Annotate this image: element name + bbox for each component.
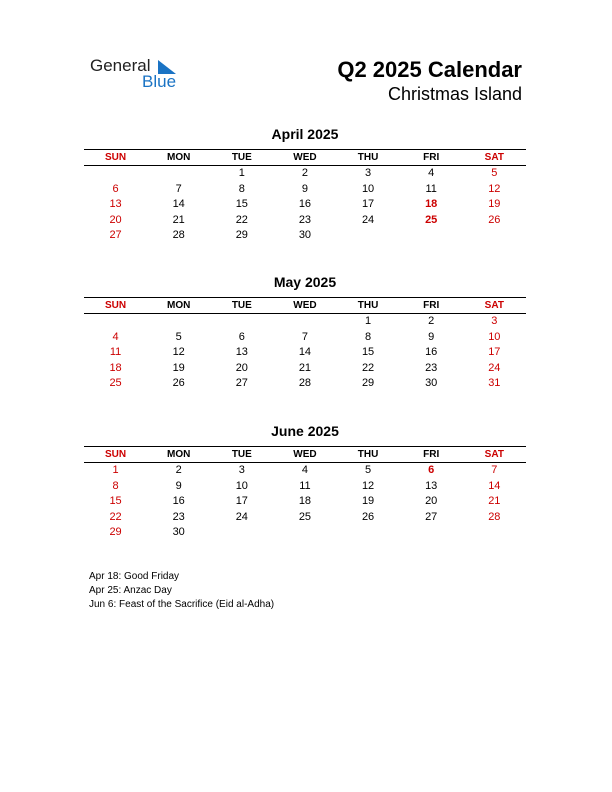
day-cell: 23: [172, 510, 185, 523]
week-row: [84, 182, 526, 198]
weekday-header: THU: [357, 449, 379, 460]
day-cell: 20: [425, 495, 438, 507]
day-cell: 26: [172, 377, 185, 389]
day-cell: 18: [109, 361, 122, 374]
day-cell: 23: [298, 213, 312, 226]
page-title: Q2 2025 Calendar: [337, 57, 522, 82]
holiday-note: Apr 18: Good Friday: [89, 571, 180, 582]
week-row: [84, 197, 526, 213]
week-row: [84, 361, 526, 377]
weekday-header: SAT: [484, 152, 504, 163]
weekday-header: SAT: [484, 449, 504, 460]
empty-day-cell: [463, 228, 526, 244]
day-cell: 5: [175, 330, 182, 343]
day-cell: 1: [112, 464, 119, 476]
logo-text-general: General: [90, 56, 151, 75]
day-cell: 17: [235, 495, 248, 507]
day-cell: 24: [488, 361, 501, 374]
month-may: [84, 273, 526, 392]
day-cell: 30: [298, 229, 312, 241]
day-cell: 27: [235, 377, 248, 389]
month-title: May 2025: [273, 274, 337, 290]
day-cell: 12: [361, 479, 375, 492]
logo-text-blue: Blue: [142, 72, 177, 91]
week-row: [84, 330, 526, 346]
day-cell: 6: [112, 182, 119, 195]
day-cell: 21: [298, 361, 312, 374]
day-cell: 16: [298, 198, 312, 210]
empty-day-cell: [210, 314, 273, 330]
day-cell: 15: [361, 346, 375, 358]
day-cell: 20: [109, 213, 122, 226]
generalblue-logo: [90, 56, 190, 92]
day-cell: 9: [428, 330, 435, 343]
holiday-notes: [89, 570, 274, 612]
weekday-header: SUN: [105, 300, 127, 311]
empty-day-cell: [400, 525, 463, 541]
day-cell: 18: [425, 198, 438, 210]
week-row: [84, 510, 526, 526]
weekday-header: WED: [293, 449, 317, 460]
day-cell: 7: [175, 182, 182, 195]
weekday-header: MON: [167, 152, 191, 163]
day-cell: 3: [491, 315, 498, 327]
day-cell: 19: [172, 361, 185, 374]
weekday-header-row: [84, 149, 526, 166]
day-cell: 5: [491, 167, 498, 179]
day-cell: 6: [238, 330, 245, 343]
day-cell: 6: [428, 464, 435, 476]
empty-day-cell: [84, 166, 147, 182]
day-cell: 30: [425, 377, 438, 389]
day-cell: 24: [235, 510, 248, 523]
day-cell: 7: [301, 330, 308, 343]
day-cell: 22: [235, 213, 248, 226]
empty-day-cell: [337, 228, 400, 244]
weekday-header-row: [84, 297, 526, 314]
day-cell: 13: [425, 479, 438, 492]
day-cell: 26: [488, 213, 501, 226]
week-row: [84, 376, 526, 392]
day-cell: 19: [361, 495, 375, 507]
weekday-header: FRI: [423, 152, 440, 163]
day-cell: 22: [361, 361, 375, 374]
day-cell: 27: [425, 510, 438, 523]
day-cell: 21: [488, 495, 501, 507]
empty-day-cell: [463, 525, 526, 541]
weekday-header: FRI: [423, 449, 440, 460]
day-cell: 10: [361, 182, 375, 195]
day-cell: 13: [109, 198, 122, 210]
month-title: April 2025: [271, 126, 339, 142]
day-cell: 11: [109, 346, 122, 358]
day-cell: 4: [112, 330, 119, 343]
weekday-header: THU: [357, 152, 379, 163]
holiday-note: Apr 25: Anzac Day: [89, 585, 172, 596]
week-row: [84, 494, 526, 510]
day-cell: 2: [175, 464, 182, 476]
weekday-header: TUE: [231, 449, 252, 460]
day-cell: 26: [361, 510, 375, 523]
weekday-header: SUN: [105, 152, 127, 163]
day-cell: 31: [488, 377, 501, 389]
day-cell: 28: [172, 229, 185, 241]
weekday-header: THU: [357, 300, 379, 311]
page-subtitle: Christmas Island: [387, 84, 522, 104]
weekday-header: FRI: [423, 300, 440, 311]
weekday-header: WED: [293, 300, 317, 311]
day-cell: 16: [172, 495, 185, 507]
day-cell: 4: [428, 167, 435, 179]
day-cell: 28: [298, 377, 312, 389]
day-cell: 8: [238, 182, 245, 195]
day-cell: 25: [425, 213, 438, 226]
day-cell: 25: [298, 510, 312, 523]
day-cell: 29: [235, 229, 248, 241]
month-june: [84, 422, 526, 541]
day-cell: 19: [488, 198, 501, 210]
day-cell: 3: [365, 167, 372, 179]
day-cell: 1: [238, 167, 245, 179]
empty-day-cell: [210, 525, 273, 541]
day-cell: 8: [112, 479, 119, 492]
day-cell: 12: [172, 346, 185, 358]
day-cell: 15: [109, 495, 122, 507]
weekday-header-row: [84, 446, 526, 463]
empty-day-cell: [147, 314, 210, 330]
empty-day-cell: [147, 166, 210, 182]
day-cell: 5: [365, 464, 372, 476]
day-cell: 24: [361, 213, 375, 226]
day-cell: 28: [488, 510, 501, 523]
month-title: June 2025: [271, 423, 339, 439]
day-cell: 20: [235, 361, 248, 374]
day-cell: 12: [488, 182, 501, 195]
week-row: [84, 314, 526, 330]
empty-day-cell: [273, 314, 336, 330]
week-row: [84, 213, 526, 229]
day-cell: 30: [172, 526, 185, 538]
weekday-header: MON: [167, 300, 191, 311]
weekday-header: SUN: [105, 449, 127, 460]
day-cell: 17: [361, 198, 375, 210]
day-cell: 15: [235, 198, 248, 210]
day-cell: 13: [235, 346, 248, 358]
day-cell: 22: [109, 510, 122, 523]
weekday-header: TUE: [231, 152, 252, 163]
weekday-header: TUE: [231, 300, 252, 311]
day-cell: 10: [235, 479, 248, 492]
day-cell: 9: [175, 479, 182, 492]
empty-day-cell: [400, 228, 463, 244]
day-cell: 16: [425, 346, 438, 358]
week-row: [84, 345, 526, 361]
day-cell: 4: [301, 464, 308, 476]
day-cell: 9: [301, 182, 308, 195]
day-cell: 27: [109, 229, 122, 241]
day-cell: 17: [488, 346, 501, 358]
weekday-header: MON: [167, 449, 191, 460]
day-cell: 11: [425, 182, 437, 195]
day-cell: 29: [109, 526, 122, 538]
day-cell: 11: [299, 479, 311, 492]
holiday-note: Jun 6: Feast of the Sacrifice (Eid al-Adha): [89, 599, 275, 610]
day-cell: 25: [109, 377, 122, 389]
week-row: [84, 228, 526, 244]
day-cell: 1: [365, 315, 372, 327]
week-row: [84, 479, 526, 495]
day-cell: 18: [298, 495, 312, 507]
week-row: [84, 463, 526, 479]
day-cell: 14: [488, 479, 501, 492]
month-april: [84, 125, 526, 244]
weekday-header: SAT: [484, 300, 504, 311]
day-cell: 21: [172, 213, 185, 226]
day-cell: 14: [298, 346, 312, 358]
day-cell: 2: [301, 167, 308, 179]
day-cell: 14: [172, 198, 185, 210]
day-cell: 23: [425, 361, 438, 374]
week-row: [84, 166, 526, 182]
day-cell: 10: [488, 330, 501, 343]
day-cell: 8: [365, 330, 372, 343]
day-cell: 2: [428, 315, 435, 327]
day-cell: 3: [238, 464, 245, 476]
empty-day-cell: [84, 314, 147, 330]
empty-day-cell: [337, 525, 400, 541]
empty-day-cell: [273, 525, 336, 541]
day-cell: 7: [491, 464, 498, 476]
day-cell: 29: [361, 377, 375, 389]
week-row: [84, 525, 526, 541]
weekday-header: WED: [293, 152, 317, 163]
